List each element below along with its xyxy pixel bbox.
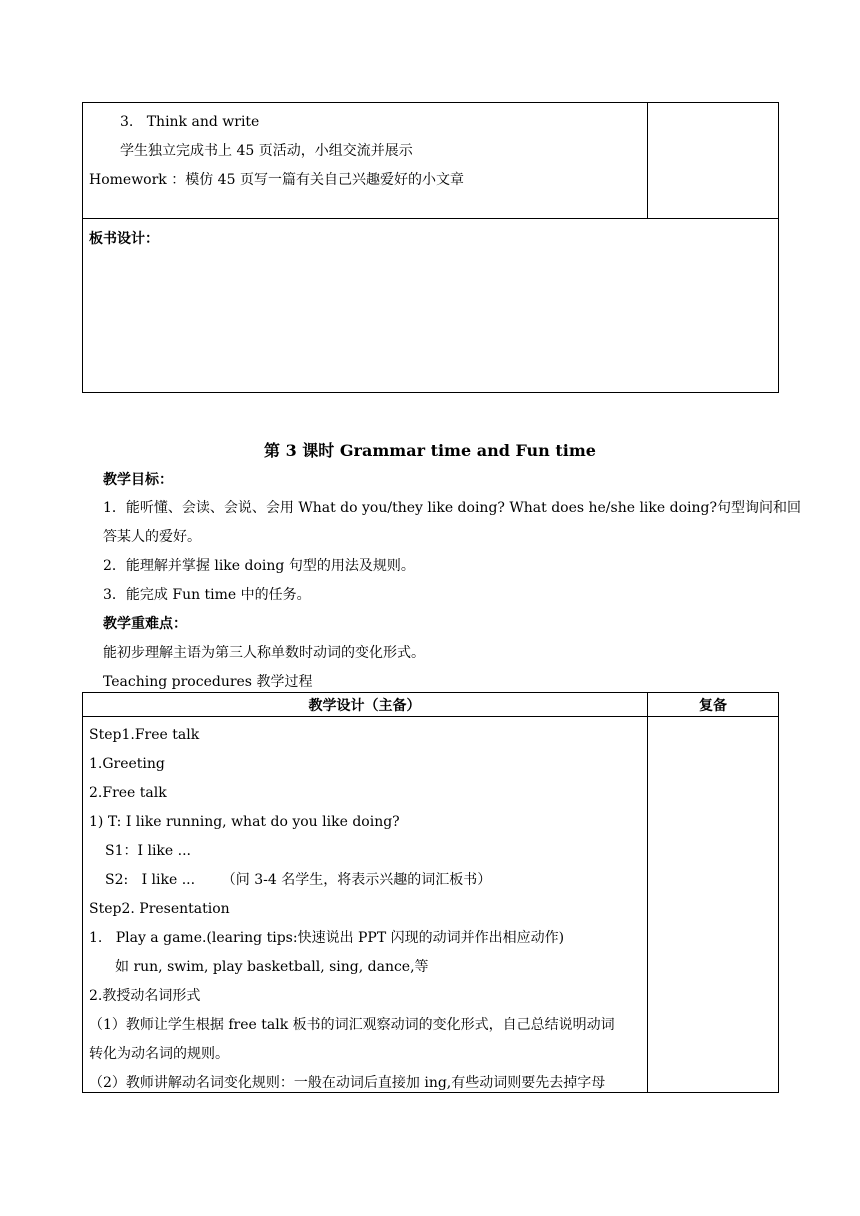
board-design-label: 板书设计： [89, 231, 159, 247]
procedure-line: S1：I like ... [105, 843, 192, 859]
procedures-label: Teaching procedures 教学过程 [103, 674, 313, 690]
procedure-line: 1) T: I like running, what do you like doing? [89, 814, 400, 830]
difficulty-heading: 教学重难点： [103, 616, 187, 632]
objective-line: 答某人的爱好。 [103, 529, 201, 545]
table-1-column-divider [647, 102, 648, 219]
homework-line: Homework ：模仿 45 页写一篇有关自己兴趣爱好的小文章 [89, 172, 464, 188]
procedure-line: 如 run, swim, play basketball, sing, dance,等 [115, 959, 429, 975]
objective-line: 3．能完成 Fun time 中的任务。 [103, 587, 311, 603]
procedure-line: Step1.Free talk [89, 727, 200, 743]
table-1-row-divider [82, 218, 779, 219]
procedure-line: S2: I like ... （问 3-4 名学生，将表示兴趣的词汇板书） [105, 872, 492, 888]
lesson-title: 第 3 课时 Grammar time and Fun time [264, 441, 596, 460]
objective-line: 2．能理解并掌握 like doing 句型的用法及规则。 [103, 558, 415, 574]
table-2-column-divider [647, 692, 648, 1093]
objective-line: 1．能听懂、会读、会说、会用 What do you/they like doing? What does he/she like doing?句型询问和回 [103, 500, 801, 516]
procedure-line: 2.教授动名词形式 [89, 988, 201, 1004]
procedure-line: Step2. Presentation [89, 901, 230, 917]
activity-line: 学生独立完成书上 45 页活动，小组交流并展示 [120, 143, 413, 159]
objectives-heading: 教学目标： [103, 472, 173, 488]
procedure-line: （1）教师让学生根据 free talk 板书的词汇观察动词的变化形式，自己总结说明动词 [89, 1017, 615, 1033]
procedure-line: 2.Free talk [89, 785, 167, 801]
procedure-line: 转化为动名词的规则。 [89, 1046, 229, 1062]
difficulty-text: 能初步理解主语为第三人称单数时动词的变化形式。 [103, 645, 425, 661]
procedure-line: 1.Greeting [89, 756, 165, 772]
table-2-header-divider [82, 716, 779, 717]
think-and-write-step: 3. Think and write [120, 114, 260, 130]
header-main-design: 教学设计（主备） [308, 698, 421, 714]
header-review: 复备 [699, 698, 727, 714]
procedure-line: （2）教师讲解动名词变化规则：一般在动词后直接加 ing,有些动词则要先去掉字母 [89, 1075, 606, 1091]
procedure-line: 1. Play a game.(learing tips:快速说出 PPT 闪现的动词并作出相应动作) [89, 930, 565, 946]
